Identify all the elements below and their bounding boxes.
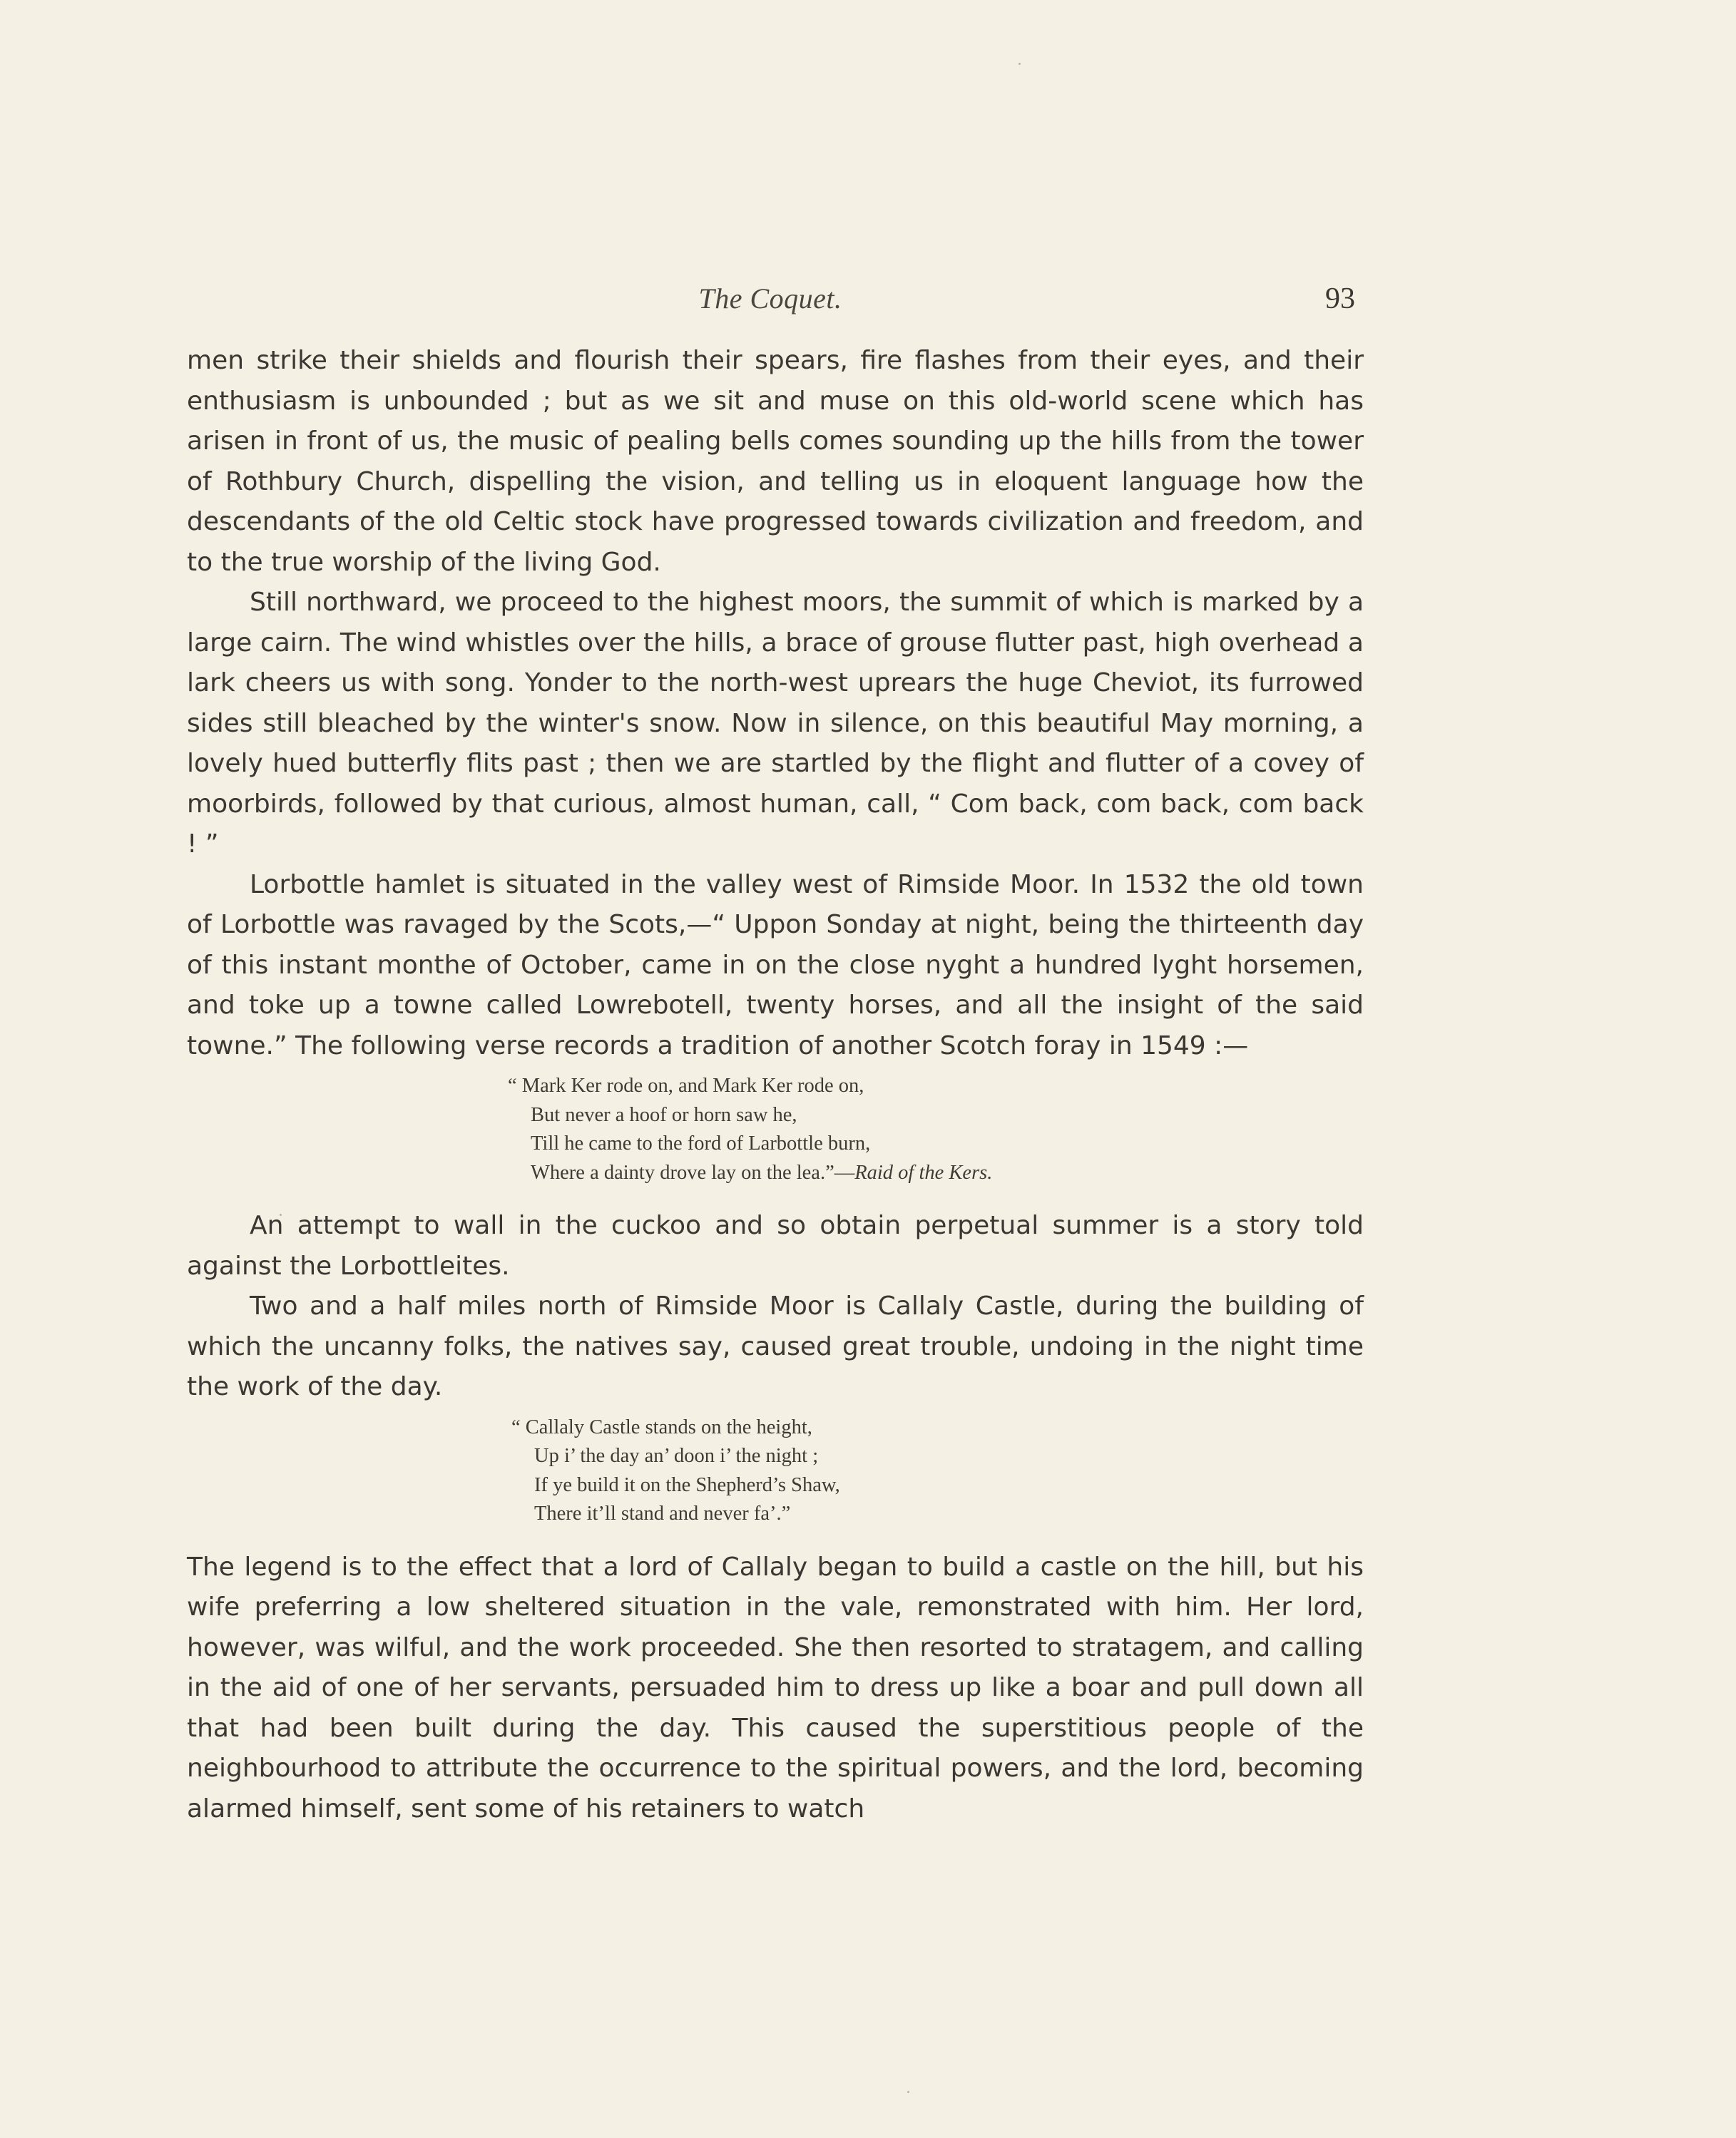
paragraph-2: Still northward, we proceed to the highest moors, the summit of which is marked by a large cairn. The wind whistles over the hills, a brace of grouse flutter past, high overhead a lark cheers us with song. Yonder to the north-west uprears the huge Cheviot, its furrowed sides still bleached by the winter's snow. Now in silence, on this beautiful May morning, a lovely hued butterfly flits past ; then we are startled by the flight and flutter of a covey of moorbirds, followed by that curious, almost human, call, “ Com back, com back, com back ! ” <box>187 588 1364 859</box>
running-header <box>185 282 1355 324</box>
verse-line: “ Callaly Castle stands on the height, <box>511 1416 812 1438</box>
verse-callaly-castle <box>187 1413 1364 1529</box>
verse-line: If ye build it on the Shepherd’s Shaw, <box>534 1473 840 1496</box>
verse-attribution: Raid of the Kers. <box>854 1161 993 1184</box>
paragraph-6: The legend is to the effect that a lord of Callaly began to build a castle on the hill, but his wife preferring a low sheltered situation in the vale, remonstrated with him. Her lord, however, was wilful, and the work proceeded. She then resorted to stratagem, and calling in the aid of one of her servants, persuaded him to dress up like a boar and pull down all that had been built during the day. This caused the superstitious people of the neighbourhood to attribute the occurrence to the spiritual powers, and the lord, becoming alarmed himself, sent some of his retainers to watch <box>187 1552 1364 1824</box>
verse-raid-of-the-kers <box>187 1072 1364 1187</box>
running-title: The Coquet. <box>698 282 842 314</box>
verse-line: Up i’ the day an’ doon i’ the night ; <box>534 1445 819 1467</box>
verse-line: “ Mark Ker rode on, and Mark Ker rode on, <box>508 1075 864 1097</box>
verse-line: Till he came to the ford of Larbottle burn, <box>531 1132 871 1155</box>
verse-line-last <box>508 1159 1364 1188</box>
page-number: 93 <box>1325 282 1355 315</box>
verse-line: There it’ll stand and never fa’.” <box>534 1503 791 1525</box>
paragraph-4: An attempt to wall in the cuckoo and so obtain perpetual summer is a story told against the Lorbottleites. <box>187 1211 1364 1281</box>
paragraph-3: Lorbottle hamlet is situated in the valley west of Rimside Moor. In 1532 the old town of Lorbottle was ravaged by the Scots,—“ Uppon Sonday at night, being the thirteenth day of this instant monthe of October, came in on the close nyght a hundred lyght horsemen, and toke up a towne called Lowrebotell, twenty horses, and all the insight of the said towne.” The following verse records a tradition of another Scotch foray in 1549 :— <box>187 869 1364 1060</box>
paragraph-5: Two and a half miles north of Rimside Moor is Callaly Castle, during the building of which the uncanny folks, the natives say, caused great trouble, undoing in the night time the work of the day. <box>187 1292 1364 1401</box>
body-text <box>187 341 1364 1829</box>
paragraph-1: men strike their shields and flourish their spears, fire flashes from their eyes, and their enthusiasm is unbounded ; but as we sit and muse on this old-world scene which has arisen in front of us, the music of pealing bells comes sounding up the hills from the tower of Rothbury Church, dispelling the vision, and telling us in eloquent language how the descendants of the old Celtic stock have progressed towards civilization and freedom, and to the true worship of the living God. <box>187 346 1364 577</box>
verse-line: But never a hoof or horn saw he, <box>531 1103 797 1126</box>
verse-line-text: Where a dainty drove lay on the lea.”— <box>531 1161 855 1184</box>
